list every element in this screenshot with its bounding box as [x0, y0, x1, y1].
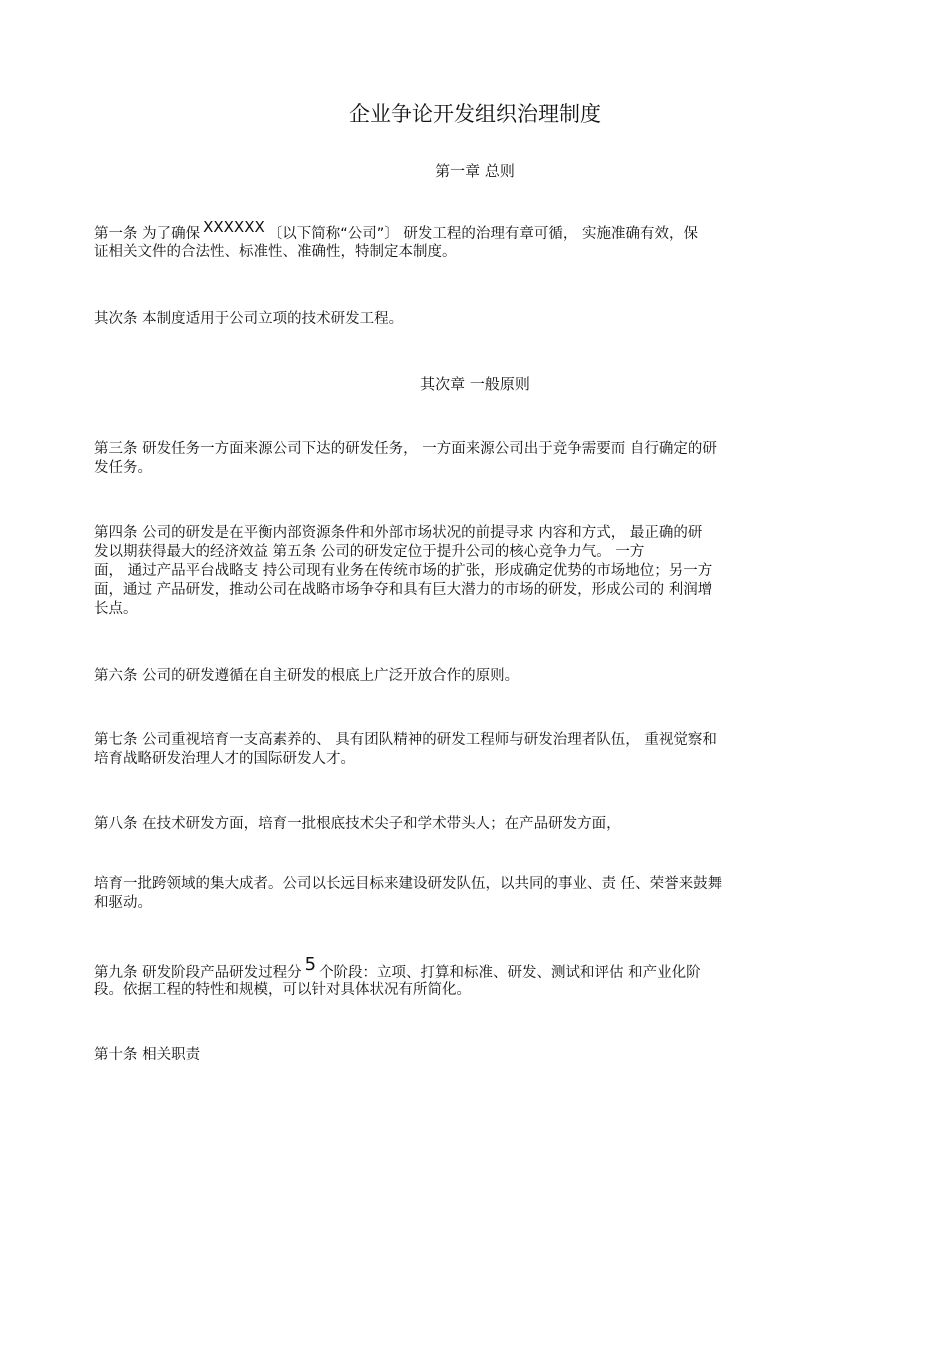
article-7-line-2: 培育战略研发治理人才的国际研发人才。 [94, 751, 355, 767]
stage-count: 5 [304, 954, 317, 975]
article-10-line-1: 第十条 相关职责 [94, 1047, 201, 1063]
article-2 [94, 310, 834, 329]
article-8-cont-line-2: 和驱动。 [94, 895, 152, 911]
article-8-cont-line-1: 培育一批跨领域的集大成者。公司以长远目标来建设研发队伍，以共同的事业、责 任、荣誉来鼓舞 [94, 876, 723, 892]
article-3-line-1: 第三条 研发任务一方面来源公司下达的研发任务， 一方面来源公司出于竞争需要而 自行确定的研 [94, 441, 717, 457]
article-1-text-b: 〔以下简称“公司”〕 研发工程的治理有章可循， 实施准确有效，保 [267, 226, 699, 242]
article-10 [94, 1046, 834, 1065]
article-4 [94, 524, 834, 619]
article-4-line-4: 面，通过 产品研发，推动公司在战略市场争夺和具有巨大潜力的市场的研发，形成公司的 利润增 [94, 582, 713, 598]
article-1-line-2: 证相关文件的合法性、标准性、准确性，特制定本制度。 [94, 244, 457, 260]
article-2-line-1: 其次条 本制度适用于公司立项的技术研发工程。 [94, 311, 404, 327]
article-1-line-1 [94, 218, 834, 243]
article-4-line-5: 长点。 [94, 601, 138, 617]
company-placeholder: XXXXXX [203, 218, 265, 236]
article-9-text-a: 第九条 研发阶段产品研发过程分 [94, 965, 302, 981]
article-9-text-b: 个阶段：立项、打算和标准、研发、测试和评估 和产业化阶 [319, 965, 701, 981]
article-7 [94, 731, 834, 769]
article-9-line-1 [94, 954, 834, 981]
article-7-line-1: 第七条 公司重视培育一支高素养的、 具有团队精神的研发工程师与研发治理者队伍， 重视觉察和 [94, 732, 717, 748]
document-title: 企业争论开发组织治理制度 [349, 102, 601, 126]
chapter-1-heading: 第一章 总则 [435, 162, 515, 180]
article-8 [94, 815, 834, 834]
article-4-line-3: 面， 通过产品平台战略支 持公司现有业务在传统市场的扩张，形成确定优势的市场地位；另一方 [94, 563, 713, 579]
article-4-line-1: 第四条 公司的研发是在平衡内部资源条件和外部市场状况的前提寻求 内容和方式， 最正确的研 [94, 525, 703, 541]
article-6 [94, 667, 834, 686]
article-9 [94, 954, 834, 1000]
chapter-2-heading: 其次章 一般原则 [420, 375, 530, 393]
article-3-line-2: 发任务。 [94, 460, 152, 476]
article-8-continued [94, 875, 834, 913]
article-1 [94, 218, 834, 262]
article-9-line-2: 段。依据工程的特性和规模，可以针对具体状况有所简化。 [94, 982, 471, 998]
article-8-line-1: 第八条 在技术研发方面，培育一批根底技术尖子和学术带头人；在产品研发方面， [94, 816, 621, 832]
article-4-line-2: 发以期获得最大的经济效益 第五条 公司的研发定位于提升公司的核心竞争力气。 一方 [94, 544, 645, 560]
article-1-text-a: 第一条 为了确保 [94, 226, 201, 242]
article-3 [94, 440, 834, 478]
article-6-line-1: 第六条 公司的研发遵循在自主研发的根底上广泛开放合作的原则。 [94, 668, 520, 684]
